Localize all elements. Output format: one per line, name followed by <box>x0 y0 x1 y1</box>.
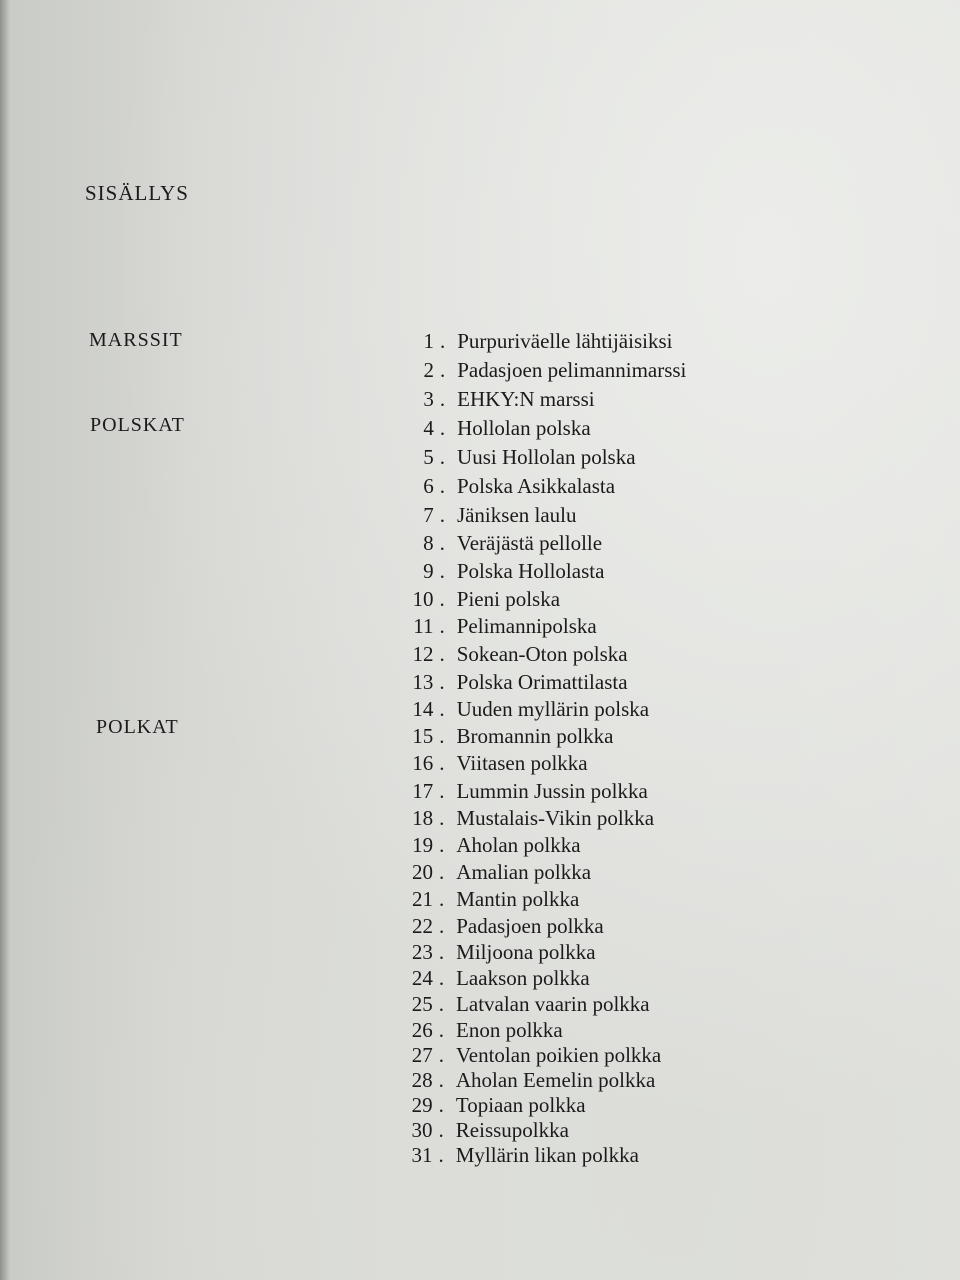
toc-entry <box>399 724 613 748</box>
toc-entry-number-dot: . <box>439 559 445 583</box>
section-label-marssit: MARSSIT <box>89 329 183 351</box>
toc-entry-number-dot: . <box>439 887 445 911</box>
toc-entry <box>400 587 561 611</box>
section-label-polskat: POLSKAT <box>90 414 185 436</box>
toc-entry-number: 26 <box>411 1018 433 1042</box>
toc-entry <box>399 1043 662 1067</box>
toc-entry-number: 22 <box>411 914 433 938</box>
toc-entry-number-dot: . <box>438 1043 444 1067</box>
toc-entry-number-dot: . <box>438 966 445 990</box>
section-label-polkat: POLKAT <box>96 716 179 738</box>
toc-entry-number-dot: . <box>439 670 445 694</box>
toc-entry <box>400 387 595 411</box>
toc-entry-title: Viitasen polkka <box>456 751 588 775</box>
toc-entry-title: Ventolan poikien polkka <box>455 1043 662 1067</box>
toc-entry-number-dot: . <box>439 724 445 748</box>
toc-entry-number-dot: . <box>438 1143 444 1167</box>
toc-entry <box>399 697 649 721</box>
toc-entry <box>399 642 627 666</box>
toc-entry-title: Sokean-Oton polska <box>456 642 628 666</box>
toc-entry <box>400 474 615 498</box>
toc-entry-title: Bromannin polkka <box>456 724 614 748</box>
toc-entry-number: 1 <box>423 329 434 353</box>
toc-entry-number: 24 <box>411 966 433 990</box>
toc-entry-title: Aholan polkka <box>456 833 581 857</box>
toc-entry-number-dot: . <box>438 992 445 1016</box>
toc-entry-title: Purpuriväelle lähtijäisiksi <box>457 329 673 353</box>
toc-entry-number: 25 <box>411 992 433 1016</box>
toc-entry-number-dot: . <box>439 697 445 721</box>
toc-entry <box>400 358 686 382</box>
toc-entry-number: 21 <box>412 887 433 911</box>
toc-entry <box>399 779 648 803</box>
toc-entry-number-dot: . <box>439 503 445 527</box>
toc-entry-number: 13 <box>412 670 434 694</box>
toc-entry <box>399 860 591 884</box>
toc-entry-number: 7 <box>423 503 434 527</box>
toc-entry-number: 10 <box>412 587 434 611</box>
toc-entry-number-dot: . <box>439 358 446 382</box>
toc-entry-number-dot: . <box>440 329 446 353</box>
toc-entry-number: 4 <box>423 416 434 440</box>
toc-entry-title: Padasjoen polkka <box>456 914 604 938</box>
toc-entry-number: 2 <box>423 358 434 382</box>
toc-entry-title: Reissupolkka <box>455 1118 569 1142</box>
toc-entry <box>399 1018 563 1042</box>
toc-entry-number: 30 <box>411 1118 433 1142</box>
toc-entry-title: Aholan Eemelin polkka <box>455 1068 656 1092</box>
toc-entry <box>399 1068 656 1092</box>
toc-entry <box>399 806 654 830</box>
toc-entry-title: Polska Orimattilasta <box>456 670 628 694</box>
toc-entry <box>399 833 580 857</box>
toc-entry-number-dot: . <box>438 914 445 938</box>
toc-entry-number-dot: . <box>438 1093 444 1117</box>
toc-entry <box>400 445 636 469</box>
toc-entry <box>399 966 590 990</box>
toc-entry-title: Pelimannipolska <box>456 614 597 638</box>
toc-entry <box>399 751 587 775</box>
toc-entry <box>400 614 597 638</box>
toc-entry-number: 18 <box>412 806 434 830</box>
toc-entry-number: 19 <box>412 833 434 857</box>
toc-entry-title: Enon polkka <box>456 1018 563 1042</box>
toc-entry-number-dot: . <box>439 779 445 803</box>
toc-entry-number: 14 <box>412 697 434 721</box>
toc-entry-number-dot: . <box>439 614 445 638</box>
toc-entry-title: Uusi Hollolan polska <box>457 445 636 469</box>
toc-entry <box>399 887 579 911</box>
toc-entry-number: 16 <box>412 751 434 775</box>
toc-entry-title: Latvalan vaarin polkka <box>456 992 650 1016</box>
toc-entry <box>399 914 604 938</box>
toc-entry <box>399 670 627 694</box>
toc-entry-number: 11 <box>413 614 434 638</box>
page-title: SISÄLLYS <box>85 181 189 205</box>
toc-entry-number-dot: . <box>439 474 445 498</box>
toc-entry <box>400 531 602 555</box>
toc-entry <box>400 503 577 527</box>
toc-entry-title: Amalian polkka <box>456 860 592 884</box>
toc-entry-number-dot: . <box>438 1018 444 1042</box>
toc-entry-title: Uuden myllärin polska <box>456 697 650 721</box>
toc-entry-number-dot: . <box>438 940 445 964</box>
toc-entry <box>400 329 672 353</box>
toc-entry-number-dot: . <box>439 751 445 775</box>
toc-entry-number: 8 <box>423 531 434 555</box>
toc-entry <box>399 1143 639 1167</box>
toc-entry-number: 12 <box>412 642 434 666</box>
toc-entry <box>399 1093 586 1117</box>
toc-entry-number: 9 <box>423 559 434 583</box>
toc-entry-number-dot: . <box>439 806 445 830</box>
toc-entry-number-dot: . <box>439 416 446 440</box>
toc-entry-number: 23 <box>411 940 433 964</box>
toc-entry-number: 5 <box>423 445 434 469</box>
toc-entry-number-dot: . <box>438 1068 444 1092</box>
toc-entry-number-dot: . <box>438 1118 444 1142</box>
toc-entry-title: Veräjästä pellolle <box>456 531 603 555</box>
toc-entry-title: Topiaan polkka <box>455 1093 586 1117</box>
toc-entry-number: 17 <box>412 779 434 803</box>
toc-entry-title: Miljoona polkka <box>456 940 596 964</box>
toc-entry-number-dot: . <box>439 531 445 555</box>
toc-entry-title: Polska Asikkalasta <box>457 474 616 498</box>
toc-entry-title: Hollolan polska <box>457 416 591 440</box>
toc-entry <box>399 1118 569 1142</box>
toc-entry-number: 29 <box>411 1093 433 1117</box>
toc-entry-title: Lummin Jussin polkka <box>456 779 648 803</box>
toc-entry-number-dot: . <box>439 587 445 611</box>
toc-entry <box>400 559 605 583</box>
toc-entry-title: Padasjoen pelimannimarssi <box>457 358 687 382</box>
toc-entry-title: Polska Hollolasta <box>456 559 605 583</box>
toc-entry-number: 20 <box>412 860 434 884</box>
toc-entry-title: Jäniksen laulu <box>456 503 577 527</box>
toc-entry <box>400 416 591 440</box>
toc-entry-number-dot: . <box>439 387 446 411</box>
toc-entry-number: 31 <box>411 1143 433 1167</box>
toc-entry-title: EHKY:N marssi <box>457 387 595 411</box>
toc-entry-title: Myllärin likan polkka <box>455 1143 639 1167</box>
toc-entry-number-dot: . <box>439 860 445 884</box>
toc-entry-number: 15 <box>412 724 434 748</box>
toc-entry-title: Laakson polkka <box>456 966 590 990</box>
toc-entry-number: 27 <box>411 1043 433 1067</box>
toc-entry <box>399 992 650 1016</box>
toc-entry-title: Pieni polska <box>456 587 561 611</box>
toc-entry-number-dot: . <box>439 445 446 469</box>
toc-entry-number: 6 <box>423 474 434 498</box>
toc-entry <box>399 940 596 964</box>
toc-entry-number: 28 <box>411 1068 433 1092</box>
toc-entry-number-dot: . <box>439 833 445 857</box>
toc-entry-title: Mustalais-Vikin polkka <box>456 806 655 830</box>
toc-entry-number-dot: . <box>439 642 445 666</box>
toc-entry-number: 3 <box>423 387 434 411</box>
toc-entry-title: Mantin polkka <box>456 887 580 911</box>
